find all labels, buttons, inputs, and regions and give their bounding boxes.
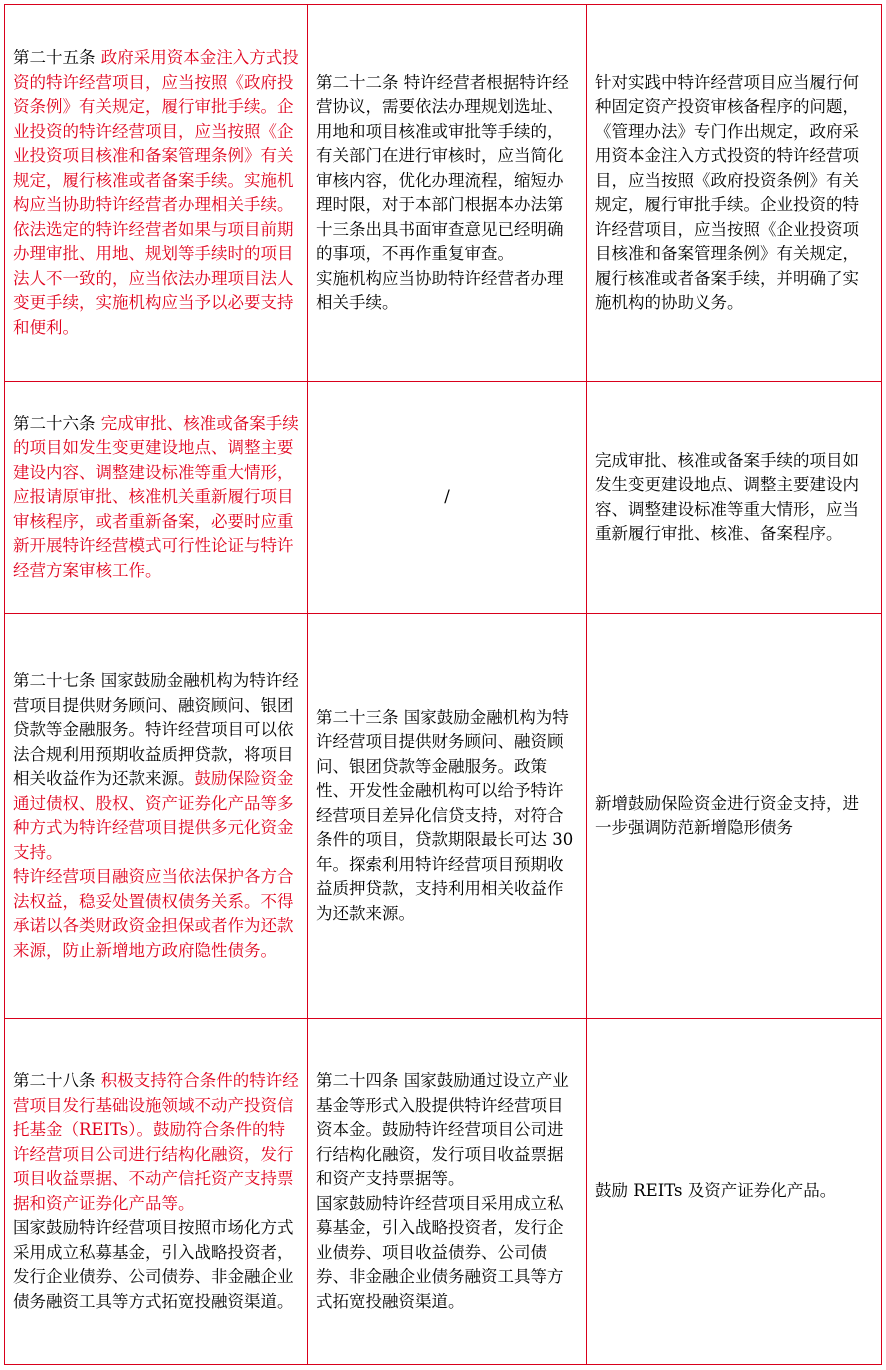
table-row <box>5 1019 882 1365</box>
cell-old-provision <box>308 614 587 1019</box>
interpretation-text: 完成审批、核准或备案手续的项目如发生变更建设地点、调整主要建设内容、调整建设标准等重大情形，应当重新履行审批、核准、备案程序。 <box>595 450 859 543</box>
table-row <box>5 5 882 382</box>
cell-old-provision <box>308 1019 587 1365</box>
table-body <box>5 5 882 1365</box>
table-row <box>5 382 882 614</box>
interpretation-text: 新增鼓励保险资金进行资金支持，进一步强调防范新增隐形债务 <box>595 793 859 837</box>
cell-interpretation <box>587 5 882 382</box>
table-row <box>5 614 882 1019</box>
unchanged-text: 国家鼓励特许经营项目按照市场化方式采用成立私募基金，引入战略投资者，发行企业债券、公司债券、非金融企业债务融资工具等方式拓宽投融资渠道。 <box>13 1218 294 1311</box>
article-number: 第二十五条 <box>13 48 96 67</box>
changed-text: 积极支持符合条件的特许经营项目发行基础设施领域不动产投资信托基金（REITs）。鼓励符合条件的特许经营项目公司进行结构化融资，发行项目收益票据、不动产信托资产支持票据和资产证券化产品等。 <box>13 1071 299 1213</box>
cell-new-provision <box>5 5 308 382</box>
empty-marker: / <box>444 487 450 507</box>
changed-text: 特许经营项目融资应当依法保护各方合法权益，稳妥处置债权债务关系。不得承诺以各类财政资金担保或者作为还款来源，防止新增地方政府隐性债务。 <box>13 867 294 960</box>
old-paragraph: 第二十三条 国家鼓励金融机构为特许经营项目提供财务顾问、融资顾问、银团贷款等金融服务。政策性、开发性金融机构可以给予特许经营项目差异化信贷支持，对符合条件的项目，贷款期限最长可达 30 年。探索利用特许经营项目预期收益质押贷款，支持利用相关收益作为还款来源。 <box>316 707 574 923</box>
cell-new-provision <box>5 1019 308 1365</box>
interpretation-text: 针对实践中特许经营项目应当履行何种固定资产投资审核备程序的问题，《管理办法》专门作出规定，政府采用资本金注入方式投资的特许经营项目，应当按照《政府投资条例》有关规定，履行审批手续。企业投资的特许经营项目，应当按照《企业投资项目核准和备案管理条例》有关规定，履行核准或者备案手续，并明确了实施机构的协助义务。 <box>595 72 859 312</box>
interpretation-text: 鼓励 REITs 及资产证券化产品。 <box>595 1181 837 1201</box>
unchanged-text: 国家鼓励金融机构为特许经营项目提供财务顾问、融资顾问、银团贷款等金融服务。特许经营项目可以依法合规利用预期收益质押贷款，将项目相关收益作为还款来源。 <box>13 671 299 788</box>
old-paragraph: 第二十二条 特许经营者根据特许经营协议，需要依法办理规划选址、用地和项目核准或审批等手续的，有关部门在进行审核时，应当简化审核内容，优化办理流程，缩短办理时限，对于本部门根据本办法第十三条出具书面审查意见已经明确的事项，不再作重复审查。 <box>316 72 569 263</box>
cell-old-provision <box>308 5 587 382</box>
changed-text: 完成审批、核准或备案手续的项目如发生变更建设地点、调整主要建设内容、调整建设标准等重大情形，应报请原审批、核准机关重新履行项目审核程序，或者重新备案，必要时应重新开展特许经营模式可行性论证与特许经营方案审核工作。 <box>13 413 299 580</box>
old-paragraph: 国家鼓励特许经营项目采用成立私募基金，引入战略投资者，发行企业债券、项目收益债券、公司债券、非金融企业债务融资工具等方式拓宽投融资渠道。 <box>316 1193 564 1311</box>
cell-new-provision <box>5 382 308 614</box>
cell-interpretation <box>587 382 882 614</box>
old-paragraph: 实施机构应当协助特许经营者办理相关手续。 <box>316 268 564 312</box>
cell-interpretation <box>587 614 882 1019</box>
changed-text: 依法选定的特许经营者如果与项目前期办理审批、用地、规划等手续时的项目法人不一致的，应当依法办理项目法人变更手续，实施机构应当予以必要支持和便利。 <box>13 219 294 337</box>
article-number: 第二十六条 <box>13 413 96 433</box>
old-paragraph: 第二十四条 国家鼓励通过设立产业基金等形式入股提供特许经营项目资本金。鼓励特许经营项目公司进行结构化融资，发行项目收益票据和资产支持票据等。 <box>316 1071 569 1188</box>
changed-text: 政府采用资本金注入方式投资的特许经营项目，应当按照《政府投资条例》有关规定，履行审批手续。企业投资的特许经营项目，应当按照《企业投资项目核准和备案管理条例》有关规定，履行核准或者备案手续。实施机构应当协助特许经营者办理相关手续。 <box>13 48 299 214</box>
article-number: 第二十八条 <box>13 1071 96 1090</box>
comparison-table <box>4 4 882 1365</box>
cell-interpretation <box>587 1019 882 1365</box>
article-number: 第二十七条 <box>13 671 96 690</box>
cell-old-provision <box>308 382 587 614</box>
cell-new-provision <box>5 614 308 1019</box>
changed-text: 鼓励保险资金通过债权、股权、资产证券化产品等多种方式为特许经营项目提供多元化资金支持。 <box>13 769 294 862</box>
